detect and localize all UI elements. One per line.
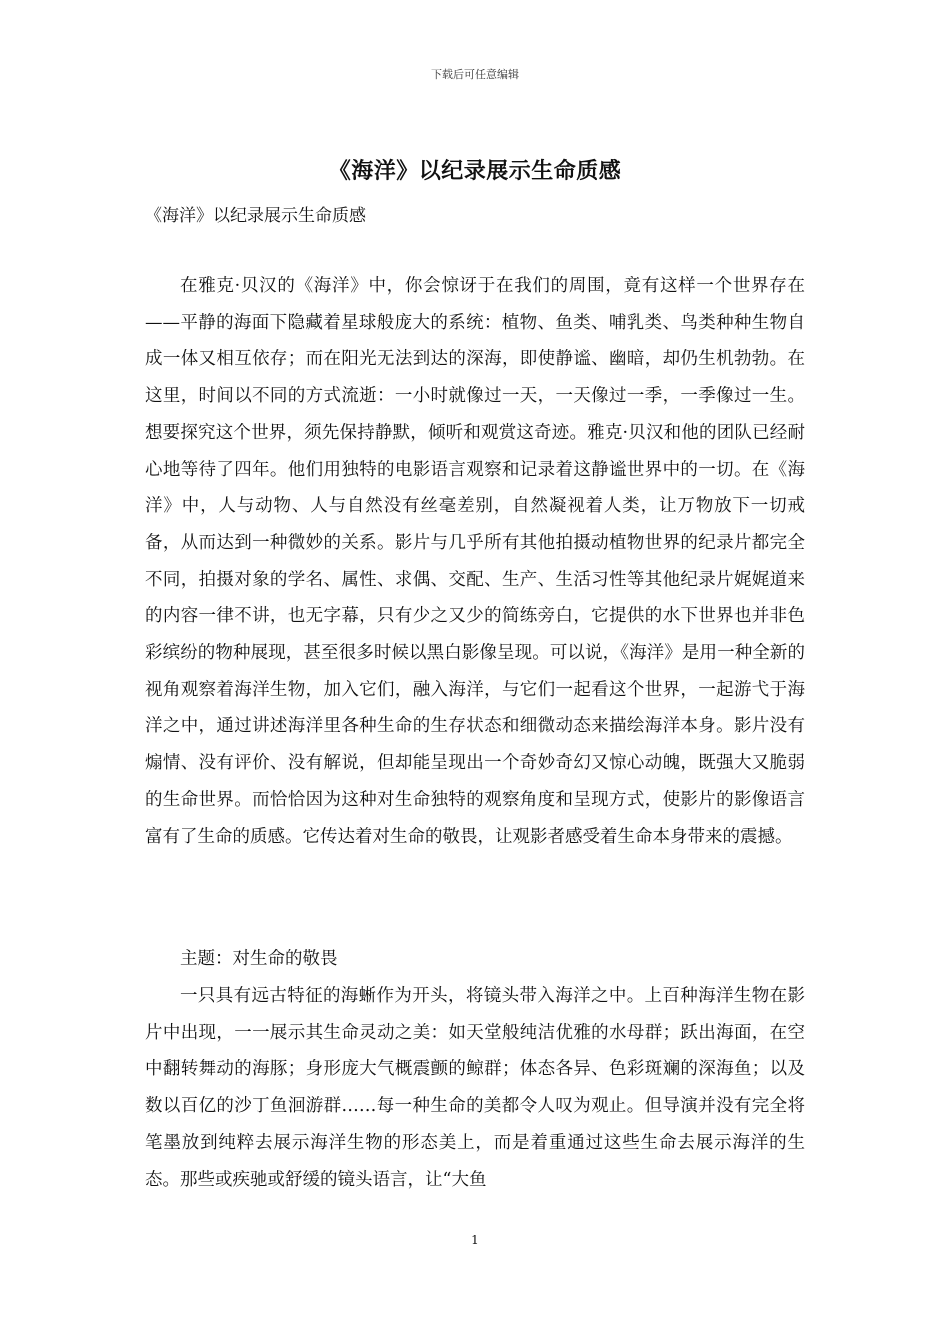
paragraph-text: 在雅克·贝汉的《海洋》中，你会惊讶于在我们的周围，竟有这样一个世界存在——平静的海面下隐藏着星球般庞大的系统：植物、鱼类、哺乳类、鸟类种种生物自成一体又相互依存；而在阳光无法到达的深海，即使静谧、幽暗，却仍生机勃勃。在这里，时间以不同的方式流逝：一小时就像过一天，一天像过一季，一季像过一生。想要探究这个世界，须先保持静默，倾听和观赏这奇迹。雅克·贝汉和他的团队已经耐心地等待了四年。他们用独特的电影语言观察和记录着这静谧世界中的一切。在《海洋》中，人与动物、人与自然没有丝毫差别，自然凝视着人类，让万物放下一切戒备，从而达到一种微妙的关系。影片与几乎所有其他拍摄动植物世界的纪录片都完全不同，拍摄对象的学名、属性、求偶、交配、生产、生活习性等其他纪录片娓娓道来的内容一律不讲，也无字幕，只有少之又少的简练旁白，它提供的水下世界也并非色彩缤纷的物种展现，甚至很多时候以黑白影像呈现。可以说，《海洋》是用一种全新的视角观察着海洋生物，加入它们，融入海洋，与它们一起看这个世界，一起游弋于海洋之中，通过讲述海洋里各种生命的生存状态和细微动态来描绘海洋本身。影片没有煽情、没有评价、没有解说，但却能呈现出一个奇妙奇幻又惊心动魄，既强大又脆弱的生命世界。而恰恰因为这种对生命独特的观察角度和呈现方式，使影片的影像语言富有了生命的质感。它传达着对生命的敬畏，让观影者感受着生命本身带来的震撼。 (145, 276, 805, 847)
body-paragraph-1 (145, 268, 805, 855)
header-note: 下载后可任意编辑 (431, 68, 519, 81)
body-paragraph-2 (145, 978, 805, 1198)
paragraph-text: 一只具有远古特征的海蜥作为开头，将镜头带入海洋之中。上百种海洋生物在影片中出现，一一展示其生命灵动之美：如天堂般纯洁优雅的水母群；跃出海面，在空中翻转舞动的海豚；身形庞大气概震颤的鲸群；体态各异、色彩斑斓的深海鱼；以及数以百亿的沙丁鱼洄游群……每一种生命的美都令人叹为观止。但导演并没有完全将笔墨放到纯粹去展示海洋生物的形态美上，而是着重通过这些生命去展示海洋的生态。那些或疾驰或舒缓的镜头语言，让“大鱼 (145, 986, 805, 1190)
page-number: 1 (471, 1233, 479, 1247)
section-heading-text: 主题：对生命的敬畏 (180, 949, 338, 969)
document-title: 《海洋》以纪录展示生命质感 (328, 158, 622, 184)
section-heading (145, 941, 805, 978)
document-subtitle: 《海洋》以纪录展示生命质感 (145, 206, 366, 226)
